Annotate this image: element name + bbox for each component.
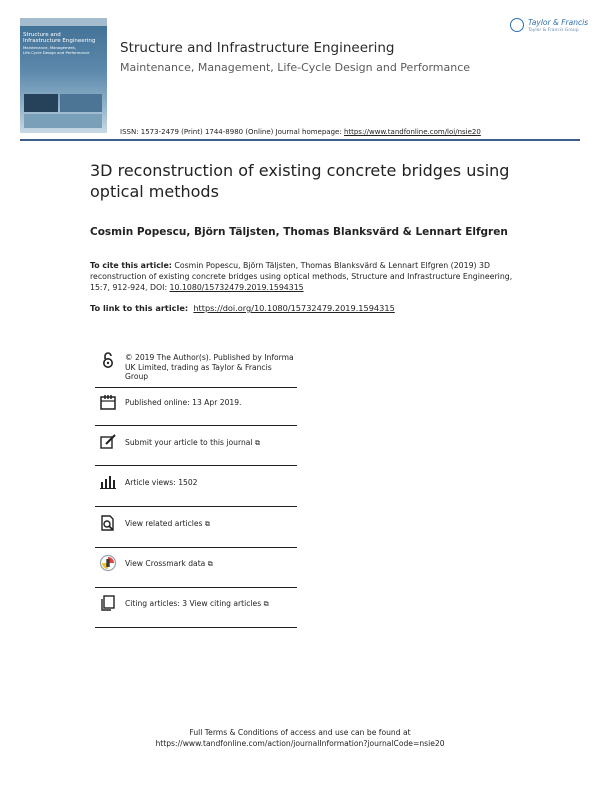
logo-circle-icon bbox=[510, 18, 524, 32]
external-link-icon: ⧉ bbox=[207, 560, 213, 568]
external-link-icon: ⧉ bbox=[204, 520, 210, 528]
article-views: Article views: 1502 bbox=[125, 478, 198, 487]
cover-photo bbox=[60, 94, 102, 112]
citing-row[interactable] bbox=[95, 587, 297, 628]
citation-doi-link[interactable]: 10.1080/15732479.2019.1594315 bbox=[169, 283, 304, 292]
copyright-row bbox=[95, 345, 297, 388]
publisher-logo[interactable] bbox=[510, 16, 589, 40]
cover-title bbox=[23, 32, 103, 55]
cover-subtitle-line: Maintenance, Management, bbox=[23, 45, 77, 50]
journal-homepage-link[interactable]: https://www.tandfonline.com/loi/nsie20 bbox=[343, 128, 481, 136]
footer-terms-link[interactable]: https://www.tandfonline.com/action/journalInformation?journalCode=nsie20 bbox=[155, 739, 445, 748]
citation-text: Cosmin Popescu, Björn Täljsten, Thomas Blanksvärd & Lennart Elfgren (2019) 3D reconstruction of existing concrete bridges using optical methods, Structure and Infrastructure Engineering, 15:7, 912-924, DOI: bbox=[90, 261, 513, 292]
journal-cover-image bbox=[20, 18, 107, 133]
published-row bbox=[95, 387, 297, 426]
cover-title-line: Infrastructure Engineering bbox=[23, 38, 96, 44]
cover-photo bbox=[24, 114, 102, 128]
edit-icon bbox=[99, 433, 117, 451]
external-link-icon: ⧉ bbox=[263, 600, 269, 608]
link-label: To link to this article: bbox=[90, 303, 189, 313]
citing-articles-link[interactable] bbox=[125, 599, 297, 610]
submit-text: Submit your article to this journal bbox=[125, 438, 253, 447]
article-doi-link[interactable]: https://doi.org/10.1080/15732479.2019.1594315 bbox=[193, 303, 395, 313]
footer-line: Full Terms & Conditions of access and use can be found at bbox=[189, 728, 411, 737]
submit-link[interactable] bbox=[125, 438, 297, 449]
copyright-text: © 2019 The Author(s). Published by Informa UK Limited, trading as Taylor & Francis Group bbox=[125, 353, 294, 381]
cover-photo bbox=[24, 94, 58, 112]
related-row[interactable] bbox=[95, 506, 297, 548]
cover-subtitle-line: Life-Cycle Design and Performance bbox=[23, 49, 90, 55]
crossmark-text: View Crossmark data bbox=[125, 559, 206, 568]
published-date: Published online: 13 Apr 2019. bbox=[125, 398, 242, 407]
journal-subtitle: Maintenance, Management, Life-Cycle Design and Performance bbox=[120, 61, 471, 74]
bar-chart-icon bbox=[99, 473, 117, 491]
crossmark-link[interactable] bbox=[125, 559, 297, 570]
header-divider bbox=[20, 139, 580, 141]
article-link-line bbox=[90, 303, 395, 313]
logo-text: Taylor & Francis bbox=[528, 18, 589, 27]
issn-line bbox=[120, 128, 481, 136]
submit-row[interactable] bbox=[95, 425, 297, 466]
views-row bbox=[95, 465, 297, 507]
article-authors: Cosmin Popescu, Björn Täljsten, Thomas Blanksvärd & Lennart Elfgren bbox=[90, 226, 508, 238]
related-articles-link[interactable] bbox=[125, 519, 297, 530]
logo-subtext: Taylor & Francis Group bbox=[528, 28, 579, 33]
journal-title: Structure and Infrastructure Engineering bbox=[120, 40, 395, 56]
cover-title-line: Structure and bbox=[23, 32, 61, 38]
citation-label: To cite this article: bbox=[90, 261, 172, 270]
crossmark-row[interactable] bbox=[95, 547, 297, 588]
citing-text: Citing articles: 3 View citing articles bbox=[125, 599, 262, 608]
citing-articles-icon bbox=[99, 594, 117, 612]
calendar-icon bbox=[99, 393, 117, 411]
crossmark-icon bbox=[99, 554, 117, 572]
related-text: View related articles bbox=[125, 519, 203, 528]
citation-block bbox=[90, 260, 520, 293]
related-articles-icon bbox=[99, 514, 117, 532]
issn-text: ISSN: 1573-2479 (Print) 1744-8980 (Online) Journal homepage: bbox=[120, 128, 344, 136]
cover-band bbox=[20, 18, 107, 26]
open-access-icon bbox=[99, 351, 117, 369]
external-link-icon: ⧉ bbox=[254, 439, 260, 447]
article-title: 3D reconstruction of existing concrete bridges using optical methods bbox=[90, 161, 510, 201]
